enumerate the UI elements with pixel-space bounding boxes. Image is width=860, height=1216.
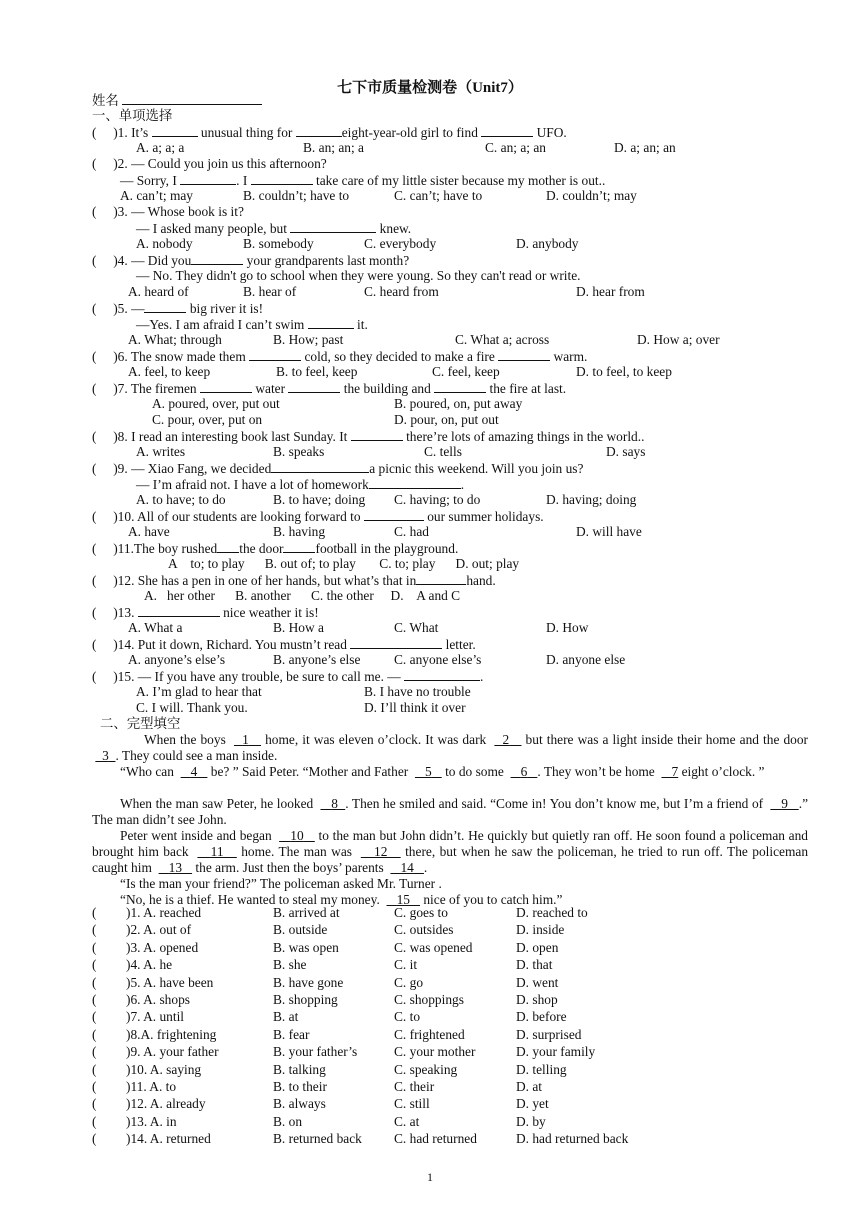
q3-option-a: A. nobody <box>136 236 193 251</box>
q2-stem: ( )2. — Could you join us this afternoon? <box>92 156 327 171</box>
cloze-option-d: D. that <box>516 957 553 973</box>
cloze-option-b: B. your father’s <box>273 1044 358 1060</box>
q3-line2: — I asked many people, but knew. <box>136 221 412 236</box>
cloze-option-d: D. at <box>516 1079 543 1094</box>
answer-paren[interactable]: ( <box>92 1113 97 1129</box>
q10-option-d: D. will have <box>576 524 642 539</box>
q14-stem: ( )14. Put it down, Richard. You mustn’t read letter. <box>92 637 476 652</box>
q5-line2: —Yes. I am afraid I can’t swim it. <box>136 317 368 332</box>
cloze-option-c: C. had returned <box>394 1131 477 1147</box>
q3-stem: ( )3. — Whose book is it? <box>92 204 244 219</box>
q13-option-b: B. How a <box>273 620 324 635</box>
cloze-option-b: B. returned back <box>273 1131 362 1147</box>
q2-option-d: D. couldn’t; may <box>546 188 637 203</box>
q9-option-a: A. to have; to do <box>136 492 226 507</box>
q13-stem: ( )13. nice weather it is! <box>92 605 319 620</box>
cloze-option-d: D. open <box>516 939 559 955</box>
passage-paragraph-5: “Is the man your friend?” The policeman asked Mr. Turner . <box>120 876 442 891</box>
q1-option-b: B. an; an; a <box>303 140 364 155</box>
cloze-option-d: D. by <box>516 1113 546 1129</box>
cloze-option-b: B. always <box>273 1096 326 1112</box>
cloze-option-c: C. go <box>394 974 424 990</box>
cloze-option-d: D. shop <box>516 992 558 1007</box>
q14-option-c: C. anyone else’s <box>394 652 482 667</box>
cloze-option-a: )8.A. frightening <box>126 1026 217 1042</box>
q9-line2: — I’m afraid not. I have a lot of homework . <box>136 477 465 492</box>
answer-paren[interactable]: ( <box>92 1044 97 1060</box>
cloze-option-d: D. telling <box>516 1061 567 1077</box>
q2-option-c: C. can’t; have to <box>394 188 483 203</box>
cloze-option-d: D. had returned back <box>516 1131 629 1147</box>
q6-option-a: A. feel, to keep <box>128 364 211 379</box>
cloze-option-c: C. your mother <box>394 1044 476 1060</box>
cloze-option-a: )1. A. reached <box>126 905 202 920</box>
cloze-option-c: C. speaking <box>394 1061 458 1077</box>
cloze-option-b: B. on <box>273 1113 303 1129</box>
q10-option-b: B. having <box>273 524 326 539</box>
answer-paren[interactable]: ( <box>92 1131 97 1147</box>
q12-stem: ( )12. She has a pen in one of her hands, but what’s that in hand. <box>92 573 496 588</box>
q10-option-c: C. had <box>394 524 429 539</box>
q9-option-d: D. having; doing <box>546 492 637 507</box>
cloze-option-a: )9. A. your father <box>126 1044 219 1060</box>
answer-paren[interactable]: ( <box>92 1096 97 1112</box>
cloze-option-d: D. inside <box>516 922 565 938</box>
cloze-option-b: B. have gone <box>273 974 344 990</box>
cloze-option-c: C. was opened <box>394 939 473 955</box>
section1-heading: 一、单项选择 <box>92 108 173 123</box>
q7-stem: ( )7. The firemen water the building and the fire at last. <box>92 381 567 396</box>
answer-paren[interactable]: ( <box>92 957 97 973</box>
page-number: 1 <box>427 1170 433 1184</box>
q13-option-a: A. What a <box>128 620 183 635</box>
cloze-option-d: D. surprised <box>516 1026 582 1042</box>
q4-line2: — No. They didn't go to school when they were young. So they can't read or write. <box>136 268 581 283</box>
section2-heading: 二、完型填空 <box>100 716 181 731</box>
answer-paren[interactable]: ( <box>92 1061 97 1077</box>
cloze-option-c: C. outsides <box>394 922 454 938</box>
answer-paren[interactable]: ( <box>92 1026 97 1042</box>
passage-paragraph-3: When the man saw Peter, he looked 8 . Then he smiled and said. “Come in! You don’t know me, but I’m a friend of 9 .” The man didn’t see John. <box>92 796 809 827</box>
cloze-option-b: B. she <box>273 957 307 973</box>
q2-line2: — Sorry, I . I take care of my little sister because my mother is out.. <box>120 173 606 188</box>
q4-option-a: A. heard of <box>128 284 189 299</box>
q3-option-b: B. somebody <box>243 236 314 251</box>
q1-option-a: A. a; a; a <box>136 140 185 155</box>
q5-stem: ( )5. — big river it is! <box>92 301 264 316</box>
q11-options: A to; to play B. out of; to play C. to; play D. out; play <box>168 556 520 571</box>
q7-option-a: A. poured, over, put out <box>152 396 280 411</box>
cloze-option-d: D. went <box>516 974 559 990</box>
passage-paragraph-1: When the boys 1 home, it was eleven o’clock. It was dark 2 but there was a light inside their home and the door 3 . They could see a man inside. <box>102 732 809 763</box>
q3-option-c: C. everybody <box>364 236 437 251</box>
q1-option-c: C. an; a; an <box>485 140 546 155</box>
cloze-option-a: )10. A. saying <box>126 1061 202 1077</box>
q9-stem: ( )9. — Xiao Fang, we decided a picnic this weekend. Will you join us? <box>92 461 584 476</box>
cloze-option-a: )14. A. returned <box>126 1131 211 1147</box>
q6-option-b: B. to feel, keep <box>276 364 358 379</box>
answer-paren[interactable]: ( <box>92 974 97 990</box>
cloze-option-c: C. shoppings <box>394 992 464 1007</box>
cloze-option-c: C. their <box>394 1079 435 1094</box>
cloze-option-a: )7. A. until <box>126 1009 185 1025</box>
cloze-option-a: )5. A. have been <box>126 974 214 990</box>
q6-stem: ( )6. The snow made them cold, so they decided to make a fire warm. <box>92 349 588 364</box>
passage-paragraph-2: “Who can 4 be? ” Said Peter. “Mother and Father 5 to do some 6 . They won’t be home 7 eight o’clock. ” <box>120 764 765 779</box>
answer-paren[interactable]: ( <box>92 1009 97 1025</box>
q9-option-b: B. to have; doing <box>273 492 366 507</box>
q4-option-b: B. hear of <box>243 284 297 299</box>
cloze-option-b: B. arrived at <box>273 905 340 920</box>
q11-stem: ( )11.The boy rushed the door football in the playground. <box>92 541 459 556</box>
q13-option-c: C. What <box>394 620 439 635</box>
cloze-option-a: )6. A. shops <box>126 992 190 1007</box>
q2-option-b: B. couldn’t; have to <box>243 188 350 203</box>
q15-option-a: A. I’m glad to hear that <box>136 684 262 699</box>
q9-option-c: C. having; to do <box>394 492 481 507</box>
cloze-option-b: B. at <box>273 1009 299 1025</box>
answer-paren[interactable]: ( <box>92 992 97 1007</box>
q8-option-a: A. writes <box>136 444 186 459</box>
q7-option-c: C. pour, over, put on <box>152 412 263 427</box>
q15-option-b: B. I have no trouble <box>364 684 471 699</box>
q4-option-d: D. hear from <box>576 284 645 299</box>
name-line <box>92 92 262 109</box>
cloze-option-a: )4. A. he <box>126 957 173 973</box>
cloze-option-d: D. reached to <box>516 905 588 920</box>
cloze-option-b: B. fear <box>273 1026 310 1042</box>
cloze-option-a: )3. A. opened <box>126 939 199 955</box>
q14-option-a: A. anyone’s else’s <box>128 652 226 667</box>
cloze-option-c: C. it <box>394 957 418 973</box>
cloze-option-b: B. outside <box>273 922 328 938</box>
name-blank[interactable] <box>122 92 262 105</box>
cloze-option-c: C. to <box>394 1009 421 1025</box>
q1-option-d: D. a; an; an <box>614 140 676 155</box>
cloze-option-d: D. your family <box>516 1044 596 1060</box>
q15-option-c: C. I will. Thank you. <box>136 700 248 715</box>
cloze-option-c: C. still <box>394 1096 430 1112</box>
q12-options: A. her other B. another C. the other D. A and C <box>144 588 461 603</box>
cloze-option-b: B. shopping <box>273 992 338 1007</box>
cloze-option-c: C. frightened <box>394 1026 465 1042</box>
answer-paren[interactable]: ( <box>92 939 97 955</box>
q4-option-c: C. heard from <box>364 284 439 299</box>
q3-option-d: D. anybody <box>516 236 579 251</box>
q8-stem: ( )8. I read an interesting book last Sunday. It there’re lots of amazing things in the world.. <box>92 429 645 444</box>
q5-option-a: A. What; through <box>128 332 222 347</box>
q2-option-a: A. can’t; may <box>120 188 194 203</box>
q14-option-b: B. anyone’s else <box>273 652 361 667</box>
q13-option-d: D. How <box>546 620 589 635</box>
q5-option-c: C. What a; across <box>455 332 550 347</box>
q14-option-d: D. anyone else <box>546 652 626 667</box>
cloze-option-d: D. before <box>516 1009 567 1025</box>
q5-option-d: D. How a; over <box>637 332 720 347</box>
answer-paren[interactable]: ( <box>92 922 97 938</box>
q6-option-c: C. feel, keep <box>432 364 500 379</box>
q15-stem: ( )15. — If you have any trouble, be sure to call me. — . <box>92 669 484 684</box>
cloze-option-b: B. talking <box>273 1061 326 1077</box>
q10-stem: ( )10. All of our students are looking forward to our summer holidays. <box>92 509 544 524</box>
q6-option-d: D. to feel, to keep <box>576 364 672 379</box>
q4-stem: ( )4. — Did you your grandparents last month? <box>92 253 410 268</box>
page-title: 七下市质量检测卷（Unit7） <box>337 80 523 96</box>
cloze-option-a: )11. A. to <box>126 1079 177 1094</box>
q15-option-d: D. I’ll think it over <box>364 700 466 715</box>
q10-option-a: A. have <box>128 524 170 539</box>
q5-option-b: B. How; past <box>273 332 344 347</box>
cloze-option-c: C. at <box>394 1113 420 1129</box>
q7-option-b: B. poured, on, put away <box>394 396 523 411</box>
cloze-option-b: B. to their <box>273 1079 327 1094</box>
q8-option-d: D. says <box>606 444 646 459</box>
q8-option-c: C. tells <box>424 444 462 459</box>
cloze-option-c: C. goes to <box>394 905 448 920</box>
passage-paragraph-4: Peter went inside and began 10 to the man but John didn’t. He quickly but quietly ran off. He soon found a policeman and brought him back 11 home. The man was 12 there, but when he saw the policeman, he tried to run off. The policeman caught him 13 the arm. Just then the boys’ parents 14 . <box>92 828 809 875</box>
q7-option-d: D. pour, on, put out <box>394 412 499 427</box>
q8-option-b: B. speaks <box>273 444 325 459</box>
cloze-option-b: B. was open <box>273 939 339 955</box>
passage-paragraph-6: “No, he is a thief. He wanted to steal my money. 15 nice of you to catch him.” <box>120 892 563 907</box>
q1-stem: ( )1. It’s unusual thing for eight-year-old girl to find UFO. <box>92 125 567 140</box>
cloze-option-a: )13. A. in <box>126 1113 177 1129</box>
answer-paren[interactable]: ( <box>92 905 97 920</box>
cloze-option-d: D. yet <box>516 1096 549 1112</box>
cloze-option-a: )2. A. out of <box>126 922 192 938</box>
cloze-option-a: )12. A. already <box>126 1096 206 1112</box>
name-label: 姓名 <box>92 93 119 108</box>
answer-paren[interactable]: ( <box>92 1079 97 1094</box>
